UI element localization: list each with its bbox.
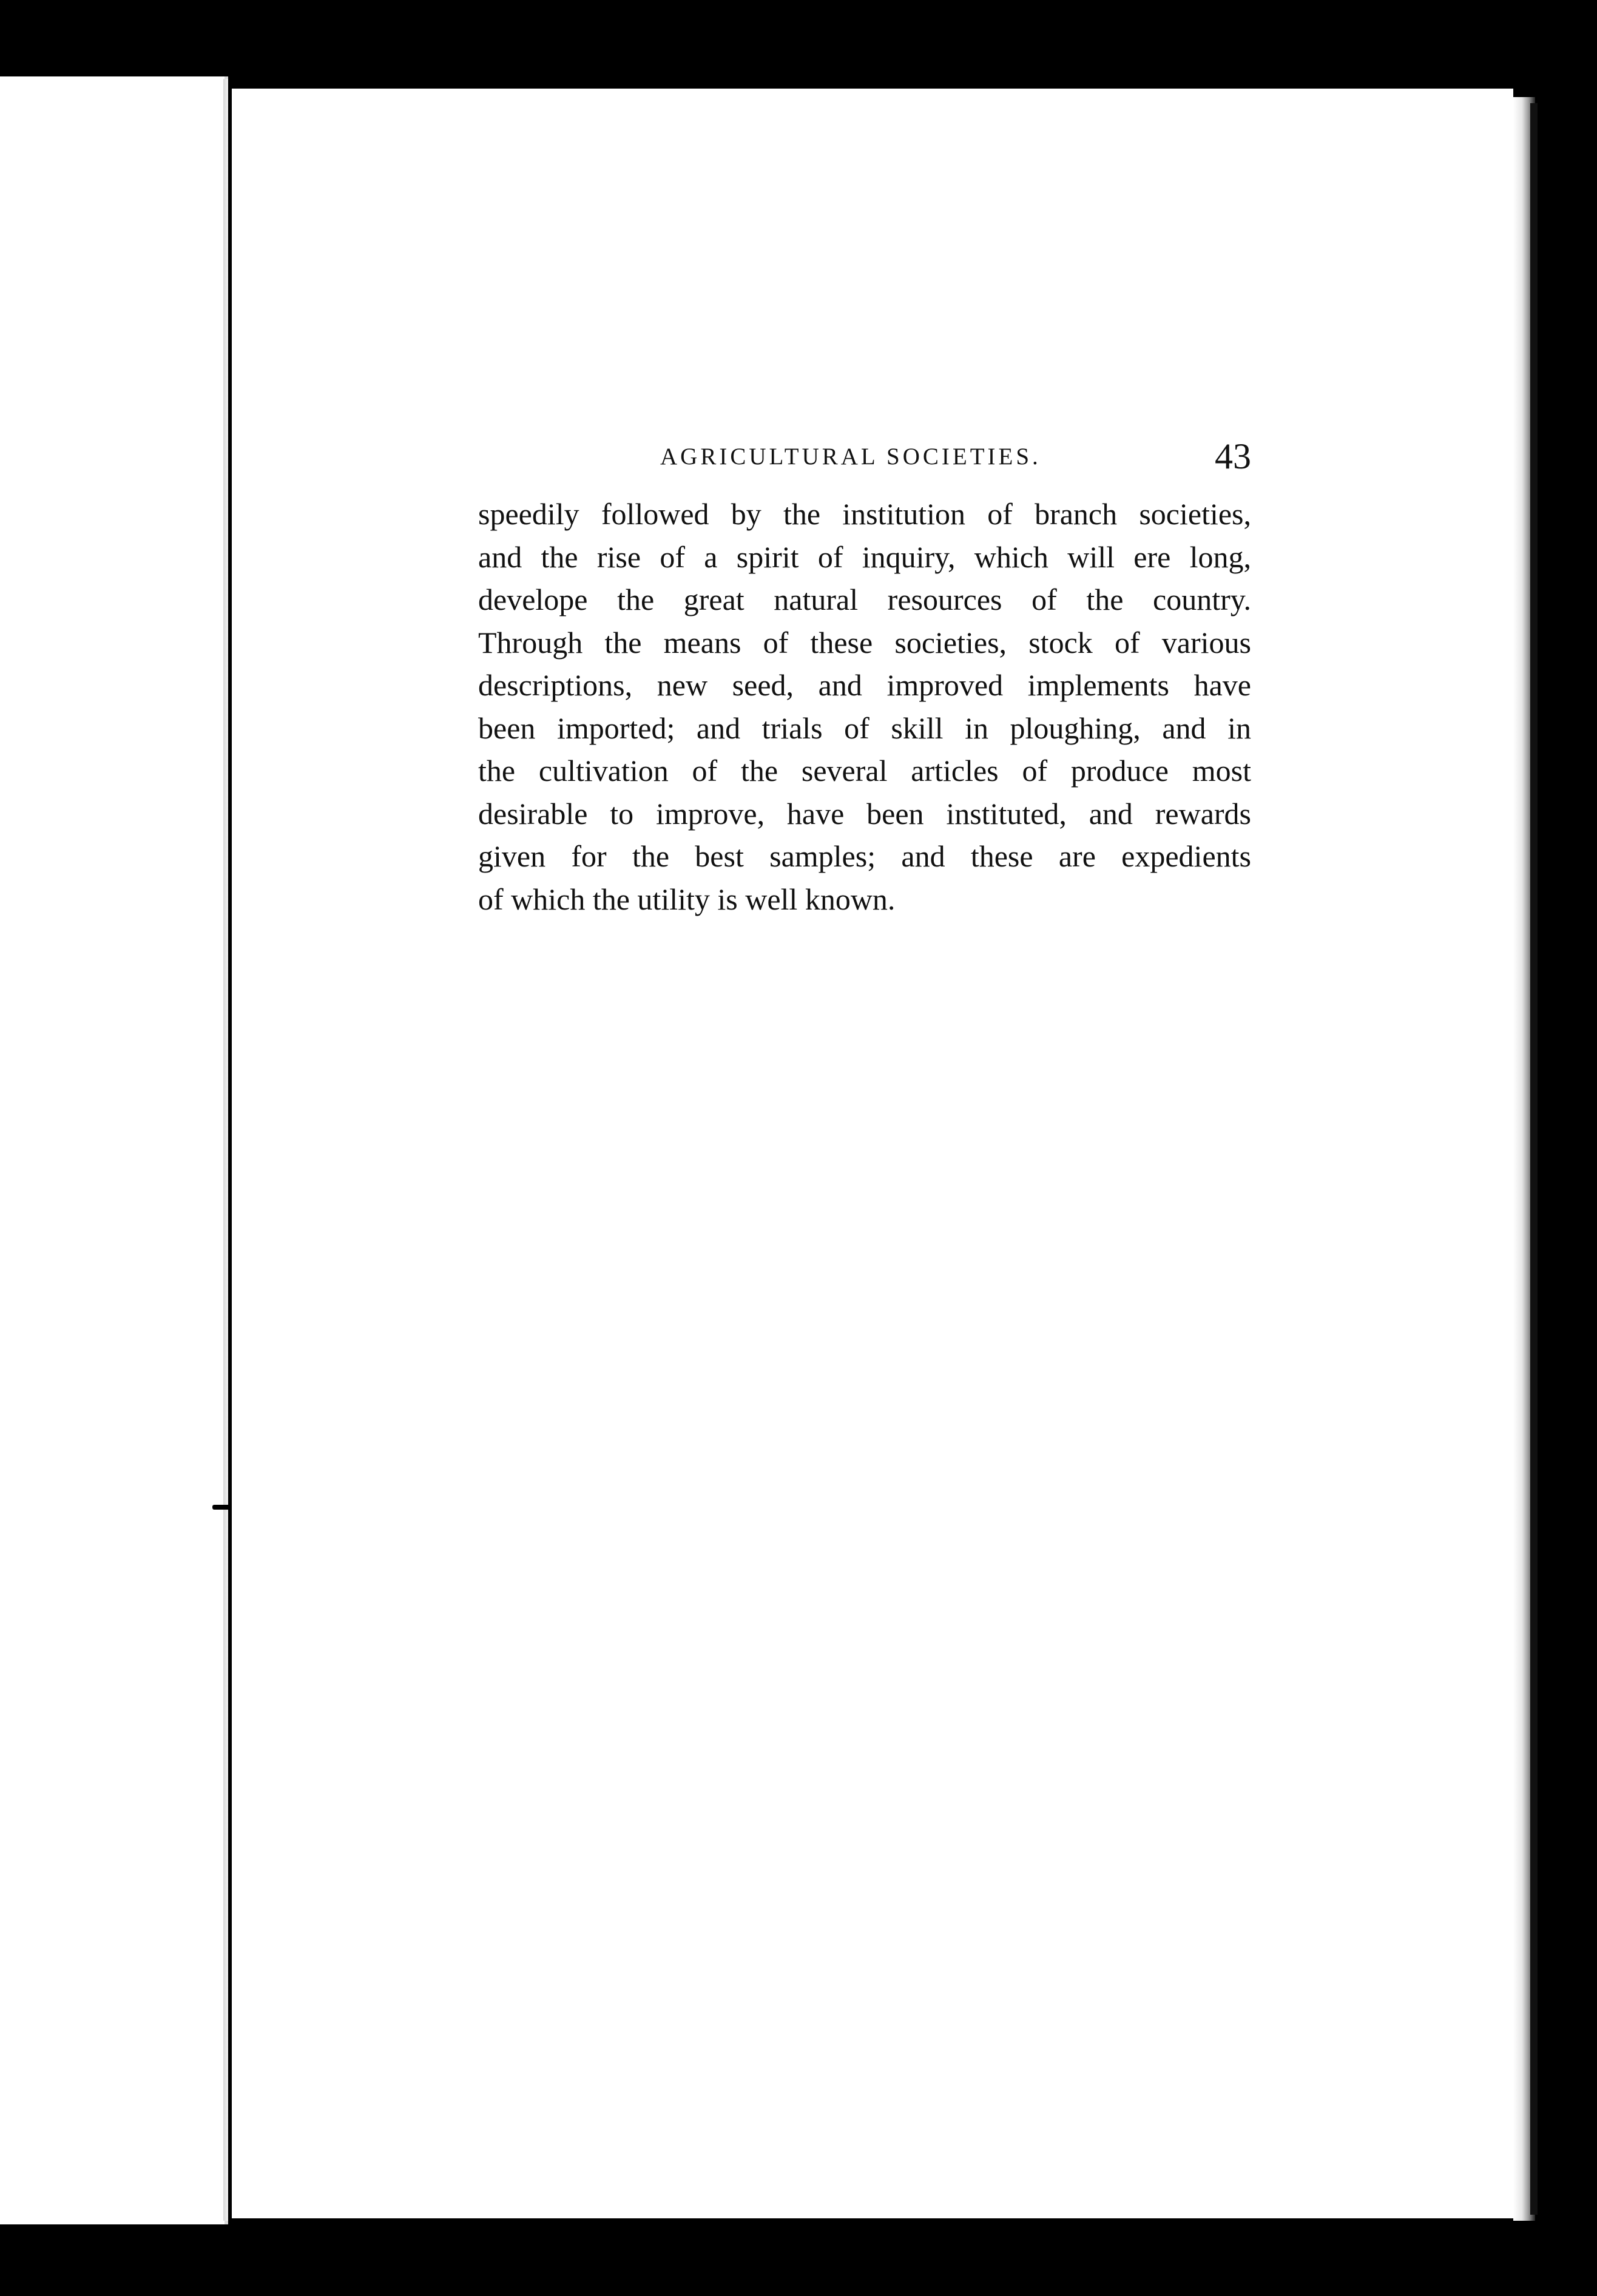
text-line: Through the means of these societies, stock of various [478,625,1251,660]
running-title: AGRICULTURAL SOCIETIES. [660,444,1041,470]
page-number: 43 [1215,436,1251,476]
book-gutter [223,79,228,2221]
text-line: of which the utility is well known. [478,882,896,916]
text-line: been imported; and trials of skill in ploughing, and in [478,711,1251,745]
text-line: given for the best samples; and these are expedients [478,839,1251,873]
text-line: descriptions, new seed, and improved implements have [478,668,1251,702]
body-paragraph [478,493,1251,920]
text-line: develope the great natural resources of the country. [478,582,1251,616]
text-line: the cultivation of the several articles of produce most [478,754,1251,788]
facing-page-edge [0,76,228,2224]
running-head [660,436,1251,478]
page-edge-shadow [1530,103,1538,2215]
book-page [232,89,1513,2218]
text-line: desirable to improve, have been instituted, and rewards [478,796,1251,831]
text-line: and the rise of a spirit of inquiry, which will ere long, [478,539,1251,574]
text-line: speedily followed by the institution of branch societies, [478,497,1251,531]
